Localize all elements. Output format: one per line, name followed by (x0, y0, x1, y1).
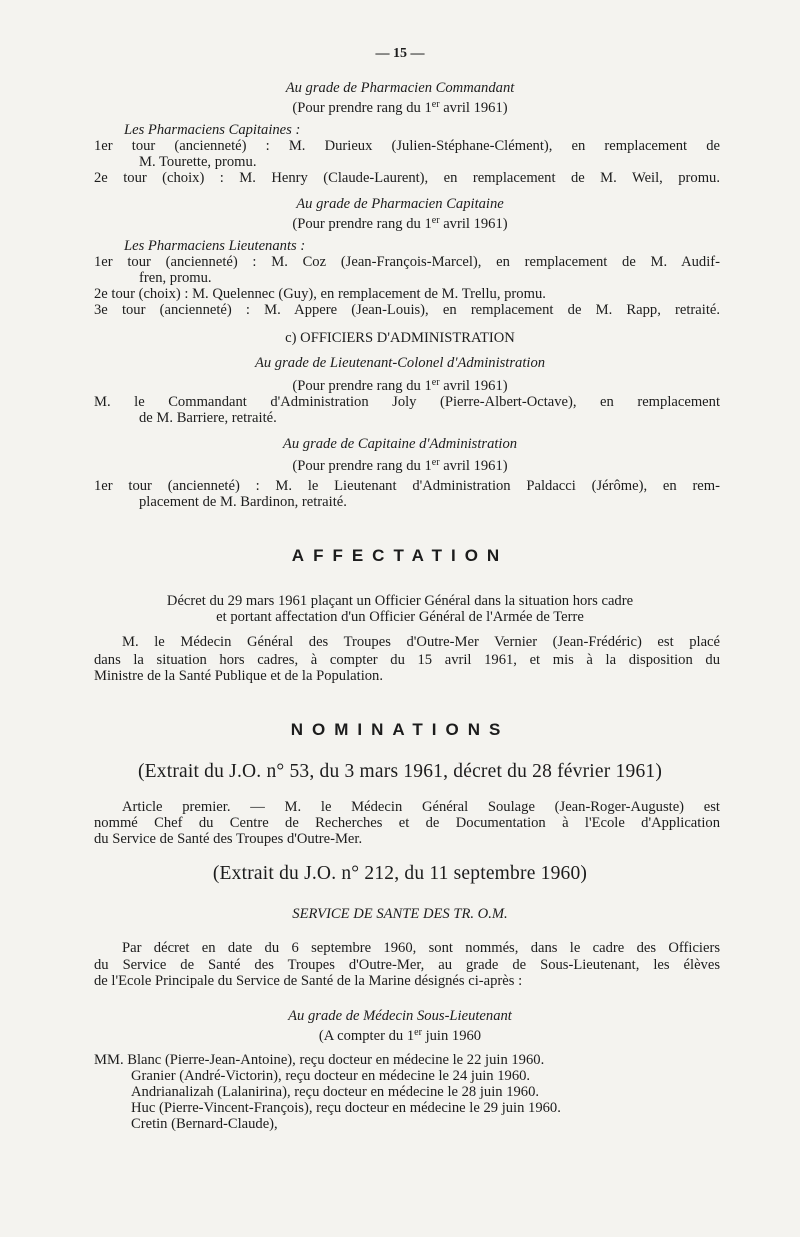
extrait-jo-212: (Extrait du J.O. n° 212, du 11 septembre 1960) (212, 863, 588, 884)
entry-line: 3e tour (ancienneté) : M. Appere (Jean-Louis), en remplacement de M. Rapp, retraité. (94, 302, 720, 318)
decret-line: Décret du 29 mars 1961 plaçant un Officier Général dans la situation hors cadre (166, 593, 634, 609)
extrait-jo-53: (Extrait du J.O. n° 53, du 3 mars 1961, décret du 28 février 1961) (137, 761, 663, 782)
page-number: — 15 — (375, 46, 425, 61)
rang-pharmacien-commandant: (Pour prendre rang du 1er avril 1961) (292, 99, 508, 116)
decret-line: et portant affectation d'un Officier Général de l'Armée de Terre (216, 609, 584, 625)
decret-body-line: du Service de Santé des Troupes d'Outre-Mer, au grade de Sous-Lieutenant, les élèves (94, 957, 720, 973)
entry-line: 2e tour (choix) : M. Quelennec (Guy), en remplacement de M. Trellu, promu. (94, 286, 546, 302)
nominee-line: MM. Blanc (Pierre-Jean-Antoine), reçu docteur en médecine le 22 juin 1960. (94, 1052, 545, 1068)
entry-line: fren, promu. (139, 270, 212, 286)
decret-body-line: de l'Ecole Principale du Service de Santé de la Marine désignés ci-après : (94, 973, 523, 989)
body-line: M. le Médecin Général des Troupes d'Outre-Mer Vernier (Jean-Frédéric) est placé (122, 634, 720, 650)
rang-pharmacien-capitaine: (Pour prendre rang du 1er avril 1961) (292, 215, 508, 232)
rang-capitaine-administration: (Pour prendre rang du 1er avril 1961) (292, 457, 508, 474)
heading-lieutenant-colonel: Au grade de Lieutenant-Colonel d'Administration (254, 355, 546, 371)
entry-line: M. Tourette, promu. (139, 154, 257, 170)
heading-pharmacien-commandant: Au grade de Pharmacien Commandant (285, 80, 515, 96)
article-line: Article premier. — M. le Médecin Général Soulage (Jean-Roger-Auguste) est (122, 799, 720, 815)
nominee-line: Granier (André-Victorin), reçu docteur en médecine le 24 juin 1960. (131, 1068, 531, 1084)
body-line: Ministre de la Santé Publique et de la Population. (94, 668, 383, 684)
date-a-compter: (A compter du 1er juin 1960 (318, 1027, 482, 1044)
rang-lieutenant-colonel: (Pour prendre rang du 1er avril 1961) (292, 377, 508, 394)
nominee-line: Andrianalizah (Lalanirina), reçu docteur en médecine le 28 juin 1960. (131, 1084, 540, 1100)
heading-pharmacien-capitaine: Au grade de Pharmacien Capitaine (296, 196, 504, 212)
subhead-pharmaciens-lieutenants: Les Pharmaciens Lieutenants : (124, 238, 306, 254)
entry-line: de M. Barriere, retraité. (139, 410, 277, 426)
section-title-affectation: AFFECTATION (291, 546, 509, 565)
service-heading: SERVICE DE SANTE DES TR. O.M. (292, 906, 508, 922)
heading-capitaine-administration: Au grade de Capitaine d'Administration (282, 436, 518, 452)
article-line: du Service de Santé des Troupes d'Outre-Mer. (94, 831, 363, 847)
nominee-line: Cretin (Bernard-Claude), (131, 1116, 278, 1132)
decret-body-line: Par décret en date du 6 septembre 1960, sont nommés, dans le cadre des Officiers (122, 940, 720, 956)
section-title-administration: c) OFFICIERS D'ADMINISTRATION (285, 330, 515, 346)
entry-line: 1er tour (ancienneté) : M. Durieux (Julien-Stéphane-Clément), en remplacement de (94, 138, 720, 154)
article-line: nommé Chef du Centre de Recherches et de Documentation à l'Ecole d'Application (94, 815, 720, 831)
subhead-pharmaciens-capitaines: Les Pharmaciens Capitaines : (124, 122, 301, 138)
entry-line: placement de M. Bardinon, retraité. (139, 494, 347, 510)
entry-line: 1er tour (ancienneté) : M. le Lieutenant d'Administration Paldacci (Jérôme), en rem- (94, 478, 720, 494)
nominee-line: Huc (Pierre-Vincent-François), reçu docteur en médecine le 29 juin 1960. (131, 1100, 561, 1116)
body-line: dans la situation hors cadres, à compter du 15 avril 1961, et mis à la disposition du (94, 652, 720, 668)
section-title-nominations: NOMINATIONS (290, 720, 510, 739)
heading-medecin-sous-lieutenant: Au grade de Médecin Sous-Lieutenant (288, 1008, 512, 1024)
entry-line: 1er tour (ancienneté) : M. Coz (Jean-François-Marcel), en remplacement de M. Audif- (94, 254, 720, 270)
entry-line: 2e tour (choix) : M. Henry (Claude-Laurent), en remplacement de M. Weil, promu. (94, 170, 720, 186)
entry-line: M. le Commandant d'Administration Joly (Pierre-Albert-Octave), en remplacement (94, 394, 720, 410)
